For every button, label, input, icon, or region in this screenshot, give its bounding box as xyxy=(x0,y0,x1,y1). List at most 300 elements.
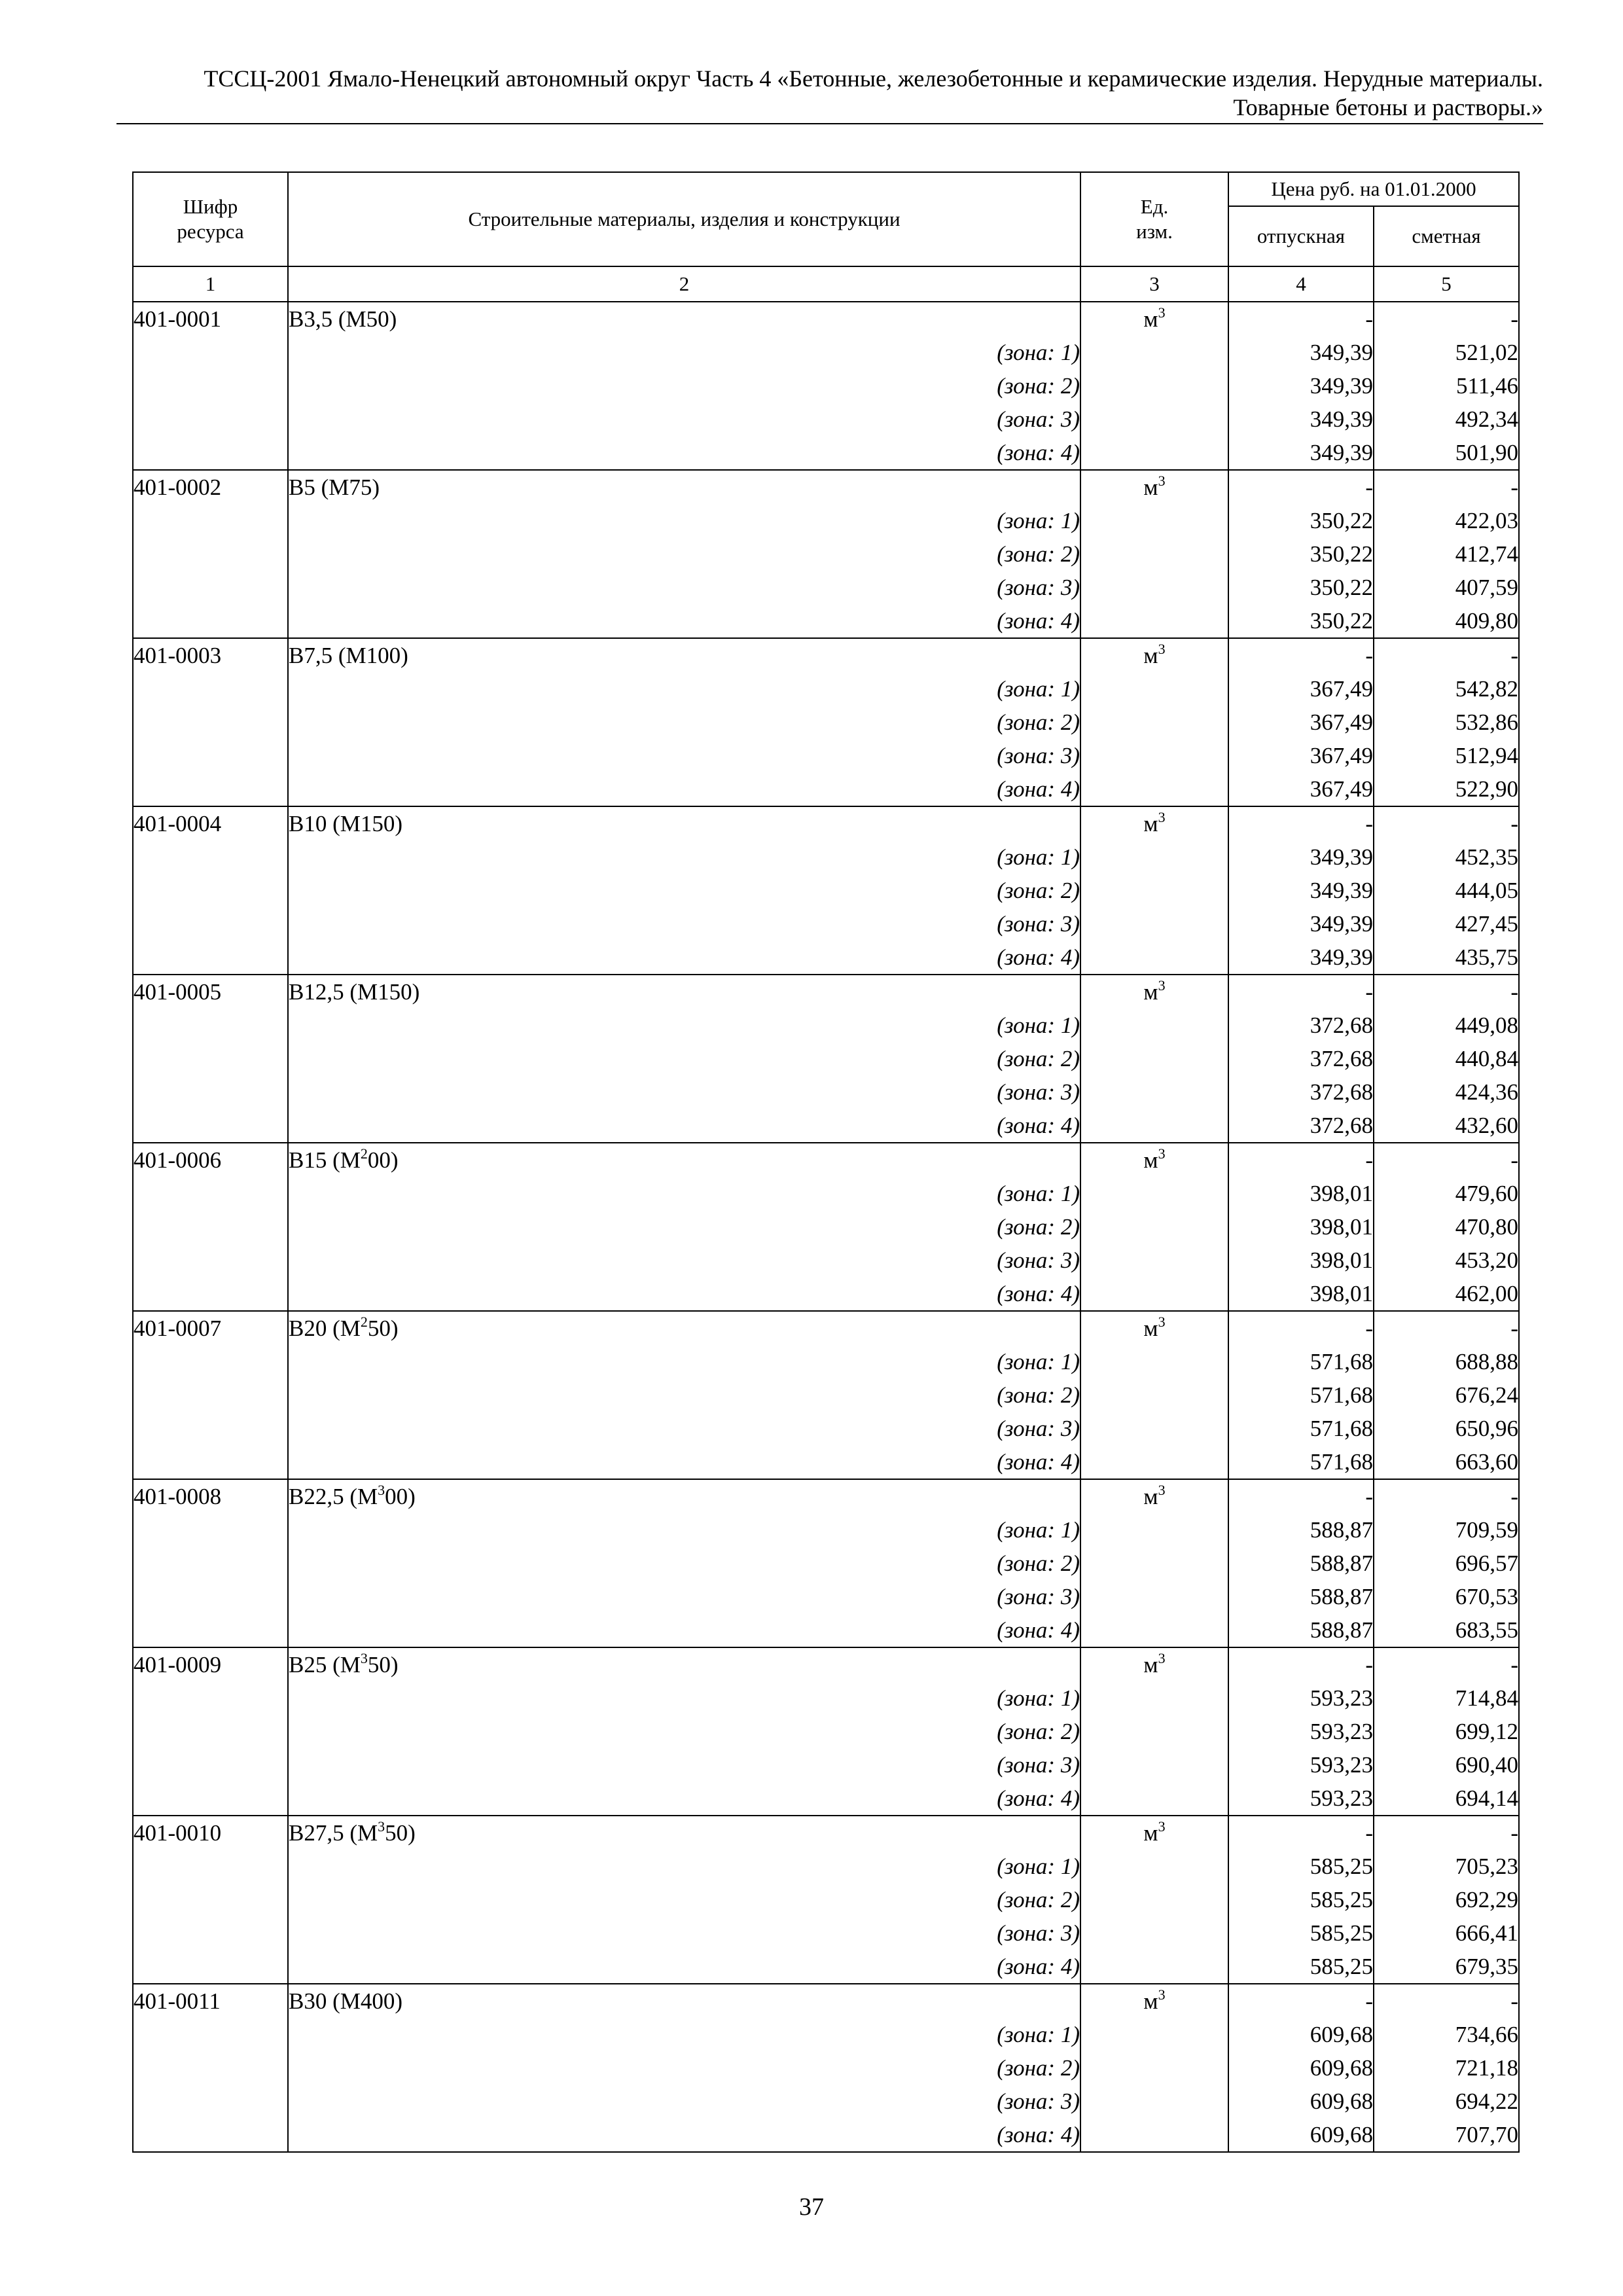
estimate-price: - xyxy=(1374,1984,1519,2018)
column-number: 4 xyxy=(1228,266,1374,302)
header-price-release: отпускная xyxy=(1228,206,1374,266)
zone-estimate-price: 492,34 xyxy=(1374,403,1519,436)
zone-unit-empty xyxy=(1080,403,1228,436)
zone-unit-empty xyxy=(1080,1210,1228,1244)
resource-code: 401-0001 xyxy=(133,302,288,336)
zone-release-price: 593,23 xyxy=(1228,1715,1374,1748)
zone-row xyxy=(133,1916,1519,1950)
zone-unit-empty xyxy=(1080,1613,1228,1647)
unit-text: м xyxy=(1143,1147,1158,1173)
material-name xyxy=(288,1647,1080,1681)
header-price-group: Цена руб. на 01.01.2000 xyxy=(1228,172,1519,206)
zone-release-price: 367,49 xyxy=(1228,772,1374,806)
zone-label: (зона: 3) xyxy=(288,571,1080,604)
unit-sup: 3 xyxy=(1158,809,1166,825)
zone-row xyxy=(133,1613,1519,1647)
unit-sup: 3 xyxy=(1158,1145,1166,1162)
material-name-sup: 3 xyxy=(378,1818,385,1835)
estimate-price: - xyxy=(1374,1311,1519,1345)
zone-label: (зона: 2) xyxy=(288,1210,1080,1244)
zone-estimate-price: 650,96 xyxy=(1374,1412,1519,1445)
material-name-part: В20 (М xyxy=(289,1316,361,1341)
zone-estimate-price: 511,46 xyxy=(1374,369,1519,403)
zone-row xyxy=(133,1210,1519,1244)
zone-unit-empty xyxy=(1080,672,1228,706)
table-row xyxy=(133,1984,1519,2018)
table-row xyxy=(133,806,1519,840)
header-price-estimate: сметная xyxy=(1374,206,1519,266)
unit-text: м xyxy=(1143,1316,1158,1341)
zone-unit-empty xyxy=(1080,1748,1228,1782)
unit-cell xyxy=(1080,1143,1228,1177)
zone-estimate-price: 449,08 xyxy=(1374,1009,1519,1042)
zone-row xyxy=(133,1782,1519,1816)
zone-release-price: 349,39 xyxy=(1228,874,1374,907)
zone-unit-empty xyxy=(1080,1580,1228,1613)
zone-unit-empty xyxy=(1080,1782,1228,1816)
zone-release-price: 593,23 xyxy=(1228,1782,1374,1816)
unit-cell xyxy=(1080,806,1228,840)
zone-label: (зона: 4) xyxy=(288,1950,1080,1984)
zone-row xyxy=(133,336,1519,369)
zone-code-empty xyxy=(133,672,288,706)
column-number: 2 xyxy=(288,266,1080,302)
zone-release-price: 349,39 xyxy=(1228,840,1374,874)
zone-label: (зона: 1) xyxy=(288,1345,1080,1378)
resource-code: 401-0008 xyxy=(133,1479,288,1513)
zone-code-empty xyxy=(133,1613,288,1647)
zone-code-empty xyxy=(133,1547,288,1580)
zone-estimate-price: 532,86 xyxy=(1374,706,1519,739)
unit-sup: 3 xyxy=(1158,1818,1166,1835)
zone-row xyxy=(133,941,1519,975)
zone-row xyxy=(133,403,1519,436)
material-name: В10 (М150) xyxy=(288,806,1080,840)
zone-unit-empty xyxy=(1080,2018,1228,2051)
zone-estimate-price: 714,84 xyxy=(1374,1681,1519,1715)
zone-estimate-price: 462,00 xyxy=(1374,1277,1519,1311)
zone-label: (зона: 3) xyxy=(288,1412,1080,1445)
price-table xyxy=(132,171,1520,2153)
zone-unit-empty xyxy=(1080,369,1228,403)
zone-label: (зона: 3) xyxy=(288,1748,1080,1782)
table-body xyxy=(133,302,1519,2152)
zone-code-empty xyxy=(133,1075,288,1109)
zone-code-empty xyxy=(133,436,288,470)
zone-row xyxy=(133,604,1519,638)
zone-row xyxy=(133,1042,1519,1075)
zone-code-empty xyxy=(133,1109,288,1143)
zone-unit-empty xyxy=(1080,1244,1228,1277)
unit-cell xyxy=(1080,1647,1228,1681)
zone-label: (зона: 1) xyxy=(288,336,1080,369)
resource-code: 401-0006 xyxy=(133,1143,288,1177)
release-price: - xyxy=(1228,806,1374,840)
estimate-price: - xyxy=(1374,1479,1519,1513)
zone-row xyxy=(133,1748,1519,1782)
zone-estimate-price: 521,02 xyxy=(1374,336,1519,369)
zone-unit-empty xyxy=(1080,1850,1228,1883)
resource-code: 401-0010 xyxy=(133,1816,288,1850)
zone-release-price: 593,23 xyxy=(1228,1681,1374,1715)
release-price: - xyxy=(1228,470,1374,504)
zone-release-price: 349,39 xyxy=(1228,436,1374,470)
unit-cell xyxy=(1080,1311,1228,1345)
zone-release-price: 609,68 xyxy=(1228,2051,1374,2085)
zone-row xyxy=(133,1547,1519,1580)
zone-release-price: 349,39 xyxy=(1228,403,1374,436)
unit-sup: 3 xyxy=(1158,1482,1166,1498)
zone-unit-empty xyxy=(1080,739,1228,772)
estimate-price: - xyxy=(1374,470,1519,504)
zone-row xyxy=(133,2018,1519,2051)
zone-release-price: 349,39 xyxy=(1228,907,1374,941)
zone-label: (зона: 2) xyxy=(288,706,1080,739)
zone-row xyxy=(133,1177,1519,1210)
zone-label: (зона: 1) xyxy=(288,672,1080,706)
zone-release-price: 398,01 xyxy=(1228,1177,1374,1210)
zone-row xyxy=(133,840,1519,874)
zone-unit-empty xyxy=(1080,2085,1228,2118)
zone-unit-empty xyxy=(1080,1277,1228,1311)
zone-unit-empty xyxy=(1080,1445,1228,1479)
material-name xyxy=(288,1816,1080,1850)
zone-code-empty xyxy=(133,772,288,806)
zone-release-price: 350,22 xyxy=(1228,504,1374,537)
zone-release-price: 588,87 xyxy=(1228,1547,1374,1580)
zone-code-empty xyxy=(133,1580,288,1613)
zone-estimate-price: 424,36 xyxy=(1374,1075,1519,1109)
zone-unit-empty xyxy=(1080,336,1228,369)
zone-code-empty xyxy=(133,1009,288,1042)
unit-sup: 3 xyxy=(1158,304,1166,321)
release-price: - xyxy=(1228,975,1374,1009)
release-price: - xyxy=(1228,1816,1374,1850)
zone-release-price: 609,68 xyxy=(1228,2118,1374,2152)
unit-text: м xyxy=(1143,306,1158,332)
zone-label: (зона: 4) xyxy=(288,1782,1080,1816)
zone-label: (зона: 3) xyxy=(288,403,1080,436)
zone-estimate-price: 427,45 xyxy=(1374,907,1519,941)
resource-code: 401-0007 xyxy=(133,1311,288,1345)
zone-release-price: 398,01 xyxy=(1228,1210,1374,1244)
zone-row xyxy=(133,436,1519,470)
zone-unit-empty xyxy=(1080,1075,1228,1109)
table-row xyxy=(133,1647,1519,1681)
zone-code-empty xyxy=(133,1748,288,1782)
zone-unit-empty xyxy=(1080,1513,1228,1547)
unit-sup: 3 xyxy=(1158,977,1166,994)
zone-release-price: 609,68 xyxy=(1228,2018,1374,2051)
zone-release-price: 349,39 xyxy=(1228,369,1374,403)
release-price: - xyxy=(1228,1143,1374,1177)
release-price: - xyxy=(1228,302,1374,336)
zone-row xyxy=(133,2051,1519,2085)
table-row xyxy=(133,638,1519,672)
zone-code-empty xyxy=(133,1042,288,1075)
zone-label: (зона: 1) xyxy=(288,1850,1080,1883)
zone-unit-empty xyxy=(1080,907,1228,941)
resource-code: 401-0003 xyxy=(133,638,288,672)
zone-estimate-price: 412,74 xyxy=(1374,537,1519,571)
zone-unit-empty xyxy=(1080,1042,1228,1075)
zone-unit-empty xyxy=(1080,1345,1228,1378)
zone-code-empty xyxy=(133,1950,288,1984)
zone-label: (зона: 2) xyxy=(288,369,1080,403)
resource-code: 401-0005 xyxy=(133,975,288,1009)
zone-label: (зона: 4) xyxy=(288,604,1080,638)
zone-unit-empty xyxy=(1080,571,1228,604)
zone-unit-empty xyxy=(1080,1009,1228,1042)
zone-label: (зона: 1) xyxy=(288,2018,1080,2051)
zone-code-empty xyxy=(133,2018,288,2051)
estimate-price: - xyxy=(1374,1647,1519,1681)
zone-estimate-price: 422,03 xyxy=(1374,504,1519,537)
zone-label: (зона: 2) xyxy=(288,537,1080,571)
zone-code-empty xyxy=(133,2085,288,2118)
zone-code-empty xyxy=(133,739,288,772)
estimate-price: - xyxy=(1374,975,1519,1009)
unit-text: м xyxy=(1143,979,1158,1005)
estimate-price: - xyxy=(1374,1143,1519,1177)
zone-unit-empty xyxy=(1080,1177,1228,1210)
zone-release-price: 571,68 xyxy=(1228,1412,1374,1445)
zone-estimate-price: 663,60 xyxy=(1374,1445,1519,1479)
zone-code-empty xyxy=(133,1883,288,1916)
zone-code-empty xyxy=(133,1445,288,1479)
material-name-part: 50) xyxy=(385,1820,416,1846)
zone-row xyxy=(133,1950,1519,1984)
zone-row xyxy=(133,1513,1519,1547)
unit-text: м xyxy=(1143,1988,1158,2014)
zone-row xyxy=(133,907,1519,941)
zone-release-price: 588,87 xyxy=(1228,1613,1374,1647)
zone-estimate-price: 690,40 xyxy=(1374,1748,1519,1782)
zone-estimate-price: 692,29 xyxy=(1374,1883,1519,1916)
material-name-part: 00) xyxy=(367,1147,399,1173)
zone-unit-empty xyxy=(1080,1378,1228,1412)
zone-release-price: 593,23 xyxy=(1228,1748,1374,1782)
unit-text: м xyxy=(1143,1820,1158,1846)
zone-code-empty xyxy=(133,403,288,436)
material-name-part: 00) xyxy=(385,1484,416,1509)
unit-cell xyxy=(1080,638,1228,672)
zone-unit-empty xyxy=(1080,1681,1228,1715)
zone-estimate-price: 709,59 xyxy=(1374,1513,1519,1547)
table-row xyxy=(133,302,1519,336)
zone-release-price: 571,68 xyxy=(1228,1445,1374,1479)
zone-code-empty xyxy=(133,1277,288,1311)
zone-release-price: 398,01 xyxy=(1228,1277,1374,1311)
zone-row xyxy=(133,739,1519,772)
zone-row xyxy=(133,1715,1519,1748)
zone-release-price: 372,68 xyxy=(1228,1109,1374,1143)
zone-code-empty xyxy=(133,1681,288,1715)
zone-code-empty xyxy=(133,1345,288,1378)
material-name xyxy=(288,1479,1080,1513)
zone-estimate-price: 699,12 xyxy=(1374,1715,1519,1748)
unit-sup: 3 xyxy=(1158,1650,1166,1666)
zone-code-empty xyxy=(133,941,288,975)
unit-text: м xyxy=(1143,475,1158,500)
zone-code-empty xyxy=(133,1210,288,1244)
estimate-price: - xyxy=(1374,1816,1519,1850)
zone-row xyxy=(133,1412,1519,1445)
zone-release-price: 398,01 xyxy=(1228,1244,1374,1277)
material-name-part: В27,5 (М xyxy=(289,1820,378,1846)
zone-code-empty xyxy=(133,2051,288,2085)
header-materials: Строительные материалы, изделия и конструкции xyxy=(288,172,1080,266)
unit-cell xyxy=(1080,470,1228,504)
zone-code-empty xyxy=(133,537,288,571)
zone-estimate-price: 479,60 xyxy=(1374,1177,1519,1210)
zone-estimate-price: 432,60 xyxy=(1374,1109,1519,1143)
zone-row xyxy=(133,2118,1519,2152)
material-name: В12,5 (М150) xyxy=(288,975,1080,1009)
zone-unit-empty xyxy=(1080,2051,1228,2085)
zone-estimate-price: 453,20 xyxy=(1374,1244,1519,1277)
zone-label: (зона: 3) xyxy=(288,1244,1080,1277)
zone-code-empty xyxy=(133,874,288,907)
zone-estimate-price: 676,24 xyxy=(1374,1378,1519,1412)
table-row xyxy=(133,1143,1519,1177)
unit-cell xyxy=(1080,1479,1228,1513)
material-name-sup: 3 xyxy=(378,1482,385,1498)
zone-code-empty xyxy=(133,840,288,874)
zone-estimate-price: 705,23 xyxy=(1374,1850,1519,1883)
zone-code-empty xyxy=(133,706,288,739)
zone-release-price: 349,39 xyxy=(1228,336,1374,369)
resource-code: 401-0004 xyxy=(133,806,288,840)
unit-text: м xyxy=(1143,1652,1158,1677)
zone-row xyxy=(133,537,1519,571)
zone-code-empty xyxy=(133,1177,288,1210)
estimate-price: - xyxy=(1374,638,1519,672)
zone-label: (зона: 1) xyxy=(288,1681,1080,1715)
zone-label: (зона: 1) xyxy=(288,1009,1080,1042)
zone-unit-empty xyxy=(1080,706,1228,739)
release-price: - xyxy=(1228,1647,1374,1681)
zone-unit-empty xyxy=(1080,2118,1228,2152)
zone-row xyxy=(133,706,1519,739)
release-price: - xyxy=(1228,638,1374,672)
material-name: В7,5 (М100) xyxy=(288,638,1080,672)
zone-estimate-price: 452,35 xyxy=(1374,840,1519,874)
zone-label: (зона: 3) xyxy=(288,1075,1080,1109)
zone-release-price: 571,68 xyxy=(1228,1378,1374,1412)
zone-row xyxy=(133,874,1519,907)
zone-unit-empty xyxy=(1080,874,1228,907)
zone-release-price: 372,68 xyxy=(1228,1075,1374,1109)
table-row xyxy=(133,1479,1519,1513)
zone-row xyxy=(133,1445,1519,1479)
zone-label: (зона: 1) xyxy=(288,840,1080,874)
zone-row xyxy=(133,672,1519,706)
zone-label: (зона: 4) xyxy=(288,941,1080,975)
zone-code-empty xyxy=(133,1715,288,1748)
header-code-line2: ресурса xyxy=(177,220,244,243)
zone-label: (зона: 3) xyxy=(288,739,1080,772)
zone-unit-empty xyxy=(1080,1883,1228,1916)
zone-unit-empty xyxy=(1080,1109,1228,1143)
zone-release-price: 350,22 xyxy=(1228,537,1374,571)
zone-label: (зона: 4) xyxy=(288,2118,1080,2152)
zone-row xyxy=(133,504,1519,537)
zone-estimate-price: 435,75 xyxy=(1374,941,1519,975)
material-name-part: В22,5 (М xyxy=(289,1484,378,1509)
zone-release-price: 585,25 xyxy=(1228,1850,1374,1883)
unit-cell xyxy=(1080,1816,1228,1850)
zone-label: (зона: 2) xyxy=(288,1715,1080,1748)
zone-unit-empty xyxy=(1080,1412,1228,1445)
zone-unit-empty xyxy=(1080,1950,1228,1984)
zone-estimate-price: 670,53 xyxy=(1374,1580,1519,1613)
header-code-line1: Шифр xyxy=(183,195,238,218)
zone-row xyxy=(133,1009,1519,1042)
zone-code-empty xyxy=(133,907,288,941)
zone-estimate-price: 542,82 xyxy=(1374,672,1519,706)
zone-label: (зона: 2) xyxy=(288,1883,1080,1916)
estimate-price: - xyxy=(1374,806,1519,840)
table-row xyxy=(133,470,1519,504)
zone-unit-empty xyxy=(1080,504,1228,537)
zone-code-empty xyxy=(133,1782,288,1816)
unit-sup: 3 xyxy=(1158,641,1166,657)
zone-label: (зона: 3) xyxy=(288,1916,1080,1950)
zone-label: (зона: 4) xyxy=(288,1445,1080,1479)
zone-code-empty xyxy=(133,1244,288,1277)
zone-release-price: 588,87 xyxy=(1228,1513,1374,1547)
material-name xyxy=(288,1143,1080,1177)
unit-sup: 3 xyxy=(1158,473,1166,489)
zone-label: (зона: 4) xyxy=(288,1613,1080,1647)
zone-release-price: 372,68 xyxy=(1228,1009,1374,1042)
material-name-part: В15 (М xyxy=(289,1147,361,1173)
zone-code-empty xyxy=(133,1916,288,1950)
zone-estimate-price: 501,90 xyxy=(1374,436,1519,470)
zone-code-empty xyxy=(133,369,288,403)
header-line-2: Товарные бетоны и растворы.» xyxy=(1233,94,1543,120)
material-name-sup: 2 xyxy=(360,1314,368,1330)
zone-release-price: 367,49 xyxy=(1228,706,1374,739)
unit-cell xyxy=(1080,975,1228,1009)
zone-code-empty xyxy=(133,604,288,638)
column-number: 1 xyxy=(133,266,288,302)
zone-label: (зона: 2) xyxy=(288,2051,1080,2085)
zone-estimate-price: 409,80 xyxy=(1374,604,1519,638)
zone-row xyxy=(133,1277,1519,1311)
zone-label: (зона: 3) xyxy=(288,907,1080,941)
zone-estimate-price: 666,41 xyxy=(1374,1916,1519,1950)
material-name: В5 (М75) xyxy=(288,470,1080,504)
zone-unit-empty xyxy=(1080,537,1228,571)
zone-release-price: 609,68 xyxy=(1228,2085,1374,2118)
zone-estimate-price: 444,05 xyxy=(1374,874,1519,907)
header-unit-line2: изм. xyxy=(1136,220,1173,243)
unit-sup: 3 xyxy=(1158,1314,1166,1330)
resource-code: 401-0002 xyxy=(133,470,288,504)
zone-unit-empty xyxy=(1080,1715,1228,1748)
unit-cell xyxy=(1080,1984,1228,2018)
zone-estimate-price: 721,18 xyxy=(1374,2051,1519,2085)
header-line-1: ТССЦ-2001 Ямало-Ненецкий автономный округ Часть 4 «Бетонные, железобетонные и керамические изделия. Нерудные материалы. xyxy=(204,65,1543,92)
header-unit xyxy=(1080,172,1228,266)
unit-cell xyxy=(1080,302,1228,336)
zone-estimate-price: 694,14 xyxy=(1374,1782,1519,1816)
zone-code-empty xyxy=(133,504,288,537)
unit-text: м xyxy=(1143,811,1158,836)
zone-estimate-price: 679,35 xyxy=(1374,1950,1519,1984)
